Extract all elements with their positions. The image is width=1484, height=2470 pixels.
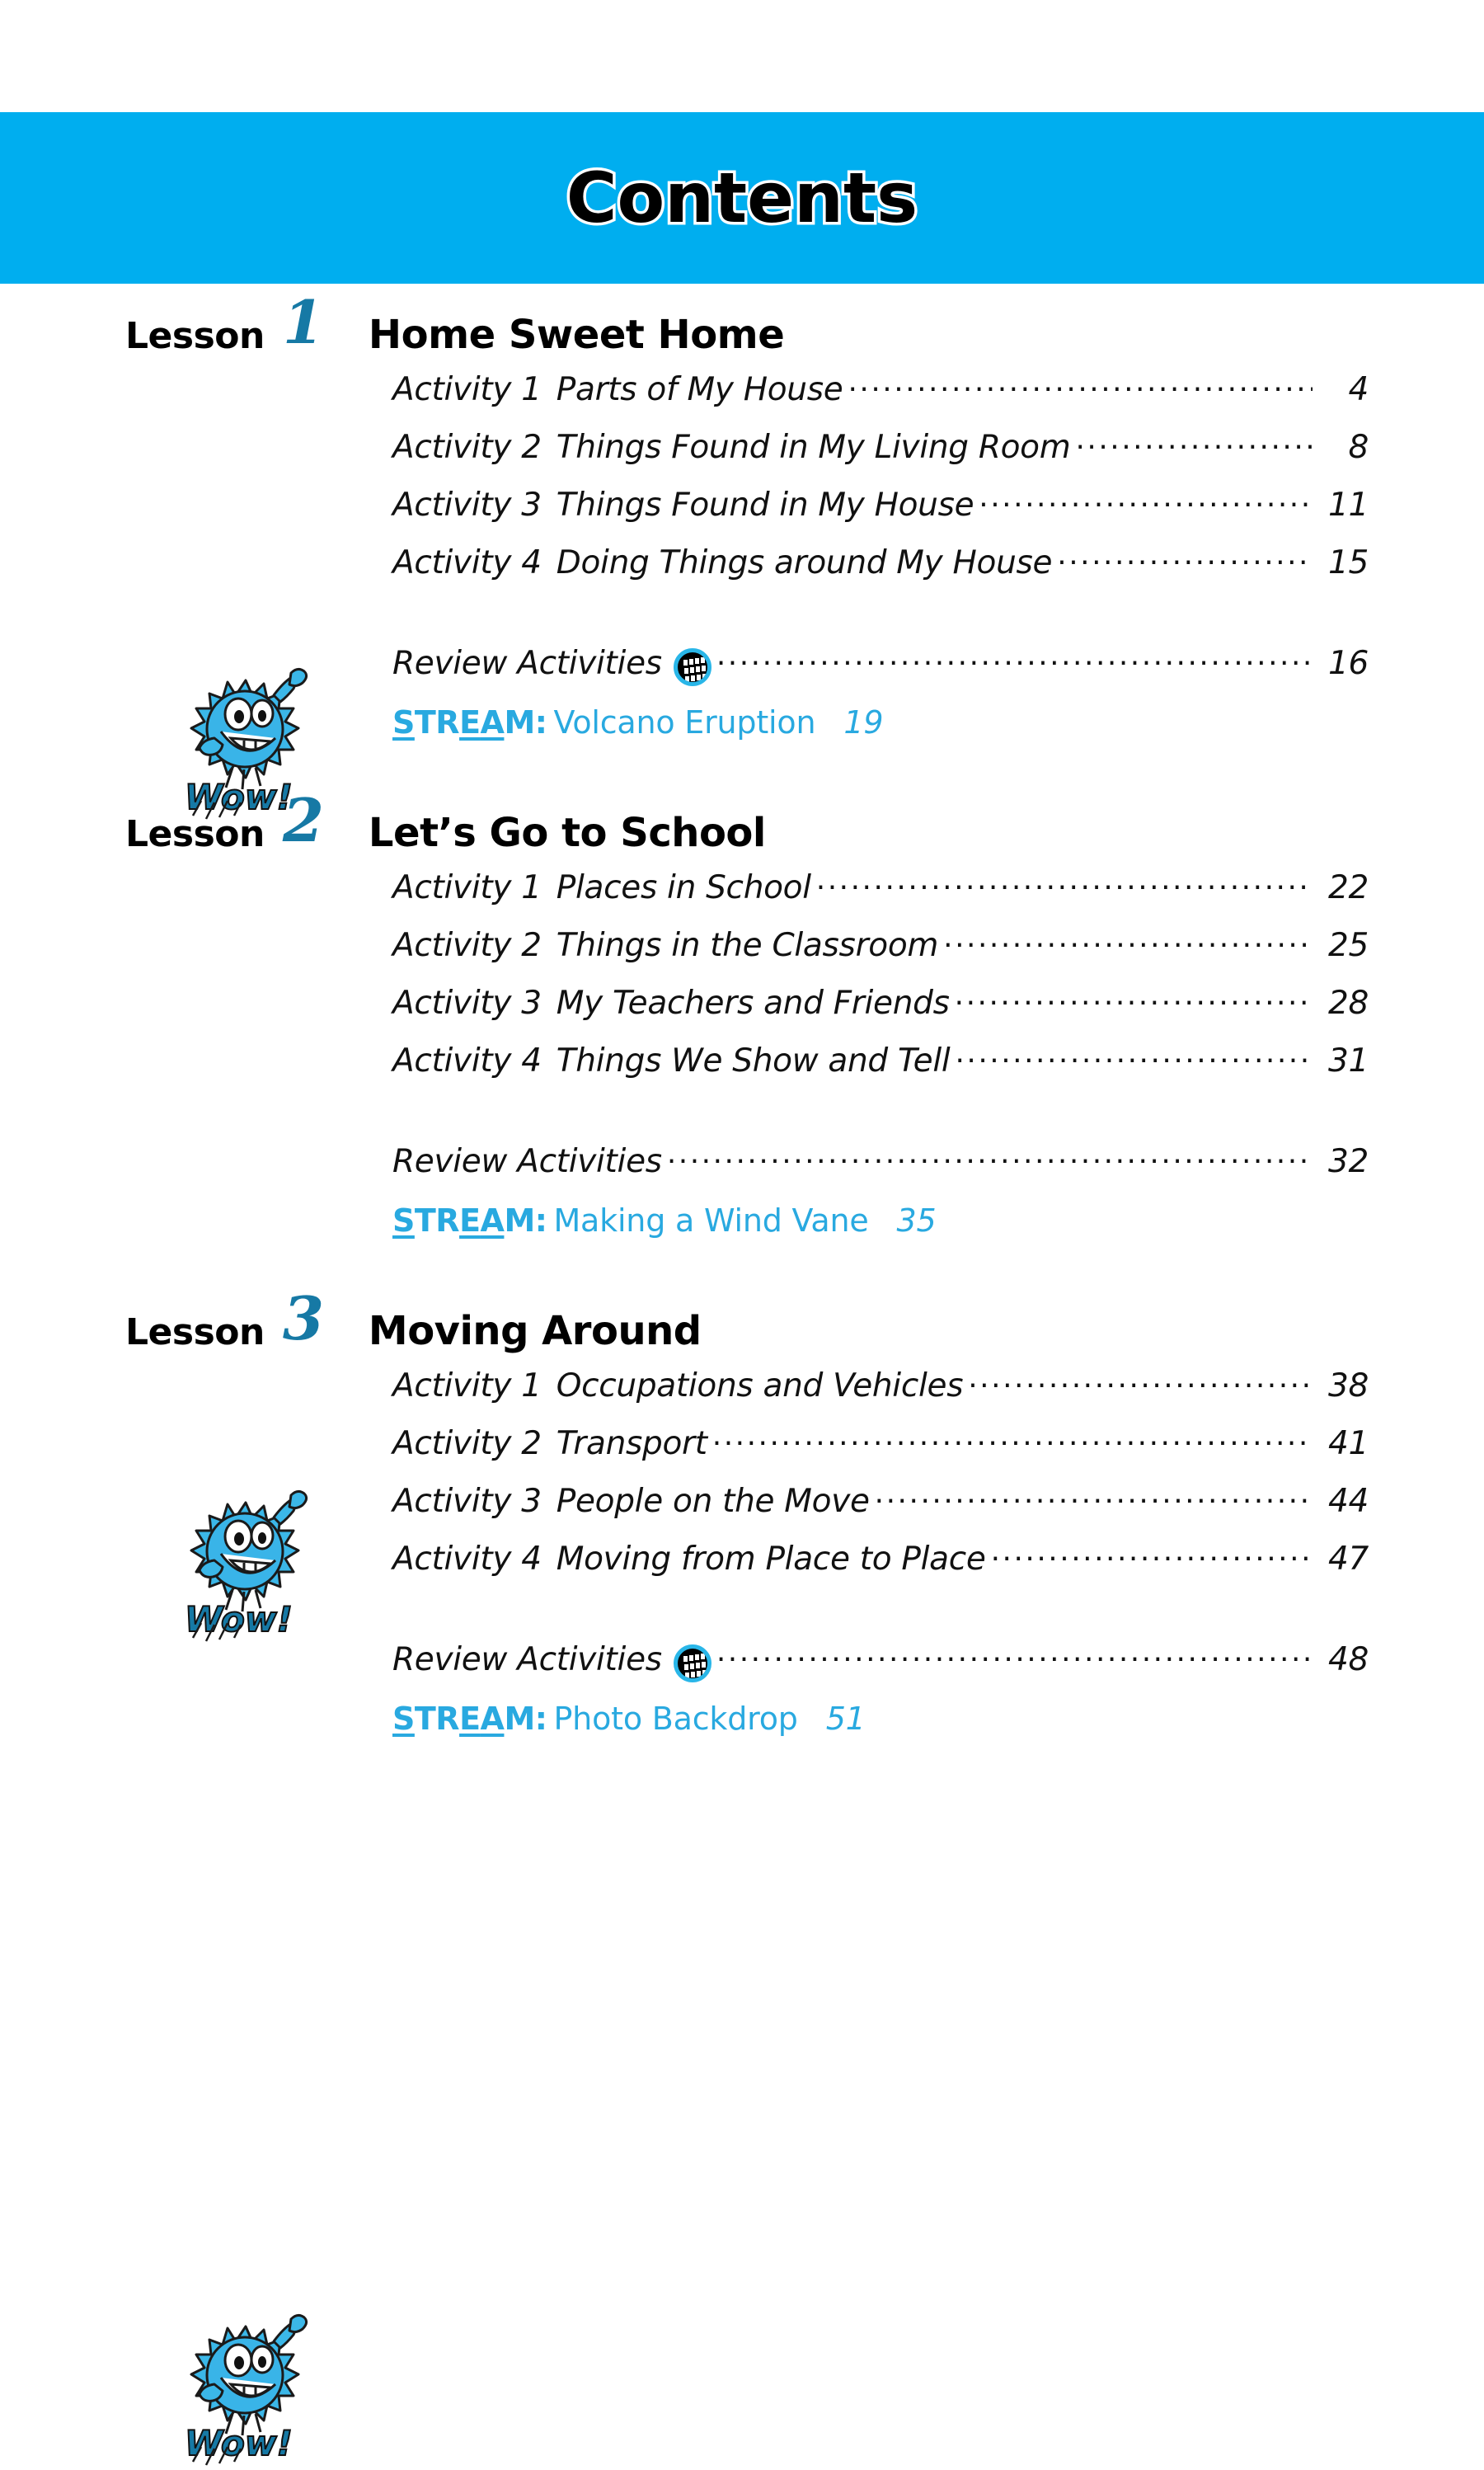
page-number: 38 xyxy=(1327,1367,1369,1404)
stream-row[interactable] xyxy=(0,1202,1484,1239)
svg-text:Wow!: Wow! xyxy=(185,1599,293,1640)
stream-prefix: STREAM: xyxy=(392,1202,547,1239)
review-activities-row[interactable] xyxy=(392,642,1369,699)
stream-row[interactable] xyxy=(0,1701,1484,1737)
page-number: 28 xyxy=(1327,985,1369,1022)
video-filmstrip-icon xyxy=(674,648,711,686)
lesson-heading-2 xyxy=(0,782,1484,856)
activity-name: Things Found in My Living Room xyxy=(556,429,1071,466)
toc-row[interactable] xyxy=(392,541,1369,599)
activity-label: Activity 4 xyxy=(392,1541,542,1578)
activity-name: Things Found in My House xyxy=(556,487,974,524)
activity-list-3 xyxy=(0,1364,1484,1696)
review-activities-label: Review Activities xyxy=(392,1143,662,1180)
activity-label: Activity 3 xyxy=(392,985,542,1022)
toc-row[interactable] xyxy=(392,924,1369,981)
page-number: 41 xyxy=(1327,1425,1369,1462)
activity-name: Parts of My House xyxy=(556,371,843,408)
dot-leader xyxy=(712,1422,1313,1454)
svg-text:Wow!: Wow! xyxy=(185,2423,293,2463)
review-activities-label: Review Activities xyxy=(392,645,662,682)
dot-leader xyxy=(943,924,1313,956)
dot-leader xyxy=(979,483,1313,515)
activity-label: Activity 3 xyxy=(392,1483,542,1520)
lesson-word-label: Lesson xyxy=(125,813,265,855)
stream-topic: Volcano Eruption xyxy=(553,704,816,741)
toc-row[interactable] xyxy=(392,1422,1369,1480)
activity-name: Things We Show and Tell xyxy=(556,1042,951,1080)
activity-name: Doing Things around My House xyxy=(556,544,1053,581)
activity-label: Activity 2 xyxy=(392,1425,542,1462)
page-number: 22 xyxy=(1327,869,1369,906)
lesson-word-label: Lesson xyxy=(125,1311,265,1353)
activity-name: Transport xyxy=(556,1425,707,1462)
lesson-title: Let’s Go to School xyxy=(368,810,766,856)
page-number: 31 xyxy=(1327,1042,1369,1080)
dot-leader xyxy=(816,866,1313,898)
page-number: 11 xyxy=(1327,487,1369,524)
toc-row[interactable] xyxy=(392,1039,1369,1097)
activity-label: Activity 4 xyxy=(392,1042,542,1080)
toc-row[interactable] xyxy=(392,866,1369,924)
page-number: 44 xyxy=(1327,1483,1369,1520)
stream-page-number: 35 xyxy=(896,1202,937,1239)
dot-leader xyxy=(1075,426,1313,458)
stream-topic: Photo Backdrop xyxy=(553,1701,798,1737)
review-activities-label-wrap xyxy=(392,645,711,683)
lesson-heading-1 xyxy=(0,284,1484,358)
stream-page-number: 19 xyxy=(843,704,884,741)
lesson-word-label: Lesson xyxy=(125,315,265,357)
activity-name: Moving from Place to Place xyxy=(556,1541,986,1578)
contents-body xyxy=(0,284,1484,2463)
activity-name: My Teachers and Friends xyxy=(556,985,950,1022)
activity-label: Activity 4 xyxy=(392,544,542,581)
dot-leader xyxy=(716,1638,1313,1670)
lesson-block-1 xyxy=(0,284,1484,817)
review-activities-label: Review Activities xyxy=(392,1641,662,1678)
wow-mascot-icon xyxy=(173,2305,322,2470)
toc-row[interactable] xyxy=(392,368,1369,426)
dot-leader xyxy=(955,981,1313,1014)
toc-row[interactable] xyxy=(392,426,1369,483)
page-number: 4 xyxy=(1348,371,1369,408)
toc-row[interactable] xyxy=(392,1364,1369,1422)
activity-label: Activity 1 xyxy=(392,869,542,906)
lesson-number: 3 xyxy=(282,1283,324,1354)
svg-text:Wow!: Wow! xyxy=(185,777,293,817)
review-activities-row[interactable] xyxy=(392,1140,1369,1197)
dot-leader xyxy=(955,1039,1313,1071)
stream-topic: Making a Wind Vane xyxy=(553,1202,869,1239)
dot-leader xyxy=(968,1364,1313,1396)
activity-name: Places in School xyxy=(556,869,811,906)
activity-list-2 xyxy=(0,866,1484,1197)
activity-label: Activity 1 xyxy=(392,1367,542,1404)
dot-leader xyxy=(991,1537,1313,1569)
contents-header-band xyxy=(0,112,1484,284)
video-filmstrip-icon xyxy=(674,1644,711,1682)
activity-label: Activity 1 xyxy=(392,371,542,408)
page-number: 48 xyxy=(1327,1641,1369,1678)
lesson-title: Moving Around xyxy=(368,1308,702,1354)
lesson-heading-3 xyxy=(0,1280,1484,1354)
dot-leader xyxy=(848,368,1313,400)
dot-leader xyxy=(716,642,1313,674)
toc-row[interactable] xyxy=(392,483,1369,541)
lesson-title: Home Sweet Home xyxy=(368,312,785,358)
toc-row[interactable] xyxy=(392,1480,1369,1537)
page-number: 32 xyxy=(1327,1143,1369,1180)
dot-leader xyxy=(1057,541,1313,573)
activity-name: People on the Move xyxy=(556,1483,870,1520)
review-activities-label-wrap xyxy=(392,1641,711,1679)
lesson-number: 1 xyxy=(282,287,324,358)
activity-name: Things in the Classroom xyxy=(556,927,939,964)
page-number: 25 xyxy=(1327,927,1369,964)
activity-label: Activity 2 xyxy=(392,927,542,964)
activity-label: Activity 2 xyxy=(392,429,542,466)
activity-list-1 xyxy=(0,368,1484,699)
toc-row[interactable] xyxy=(392,981,1369,1039)
stream-prefix: STREAM: xyxy=(392,704,547,741)
activity-name: Occupations and Vehicles xyxy=(556,1367,964,1404)
page-title: Contents xyxy=(566,158,918,238)
review-activities-row[interactable] xyxy=(392,1638,1369,1696)
lesson-number: 2 xyxy=(282,785,324,856)
lesson-block-3 xyxy=(0,1280,1484,2463)
page-number: 15 xyxy=(1327,544,1369,581)
page-number: 8 xyxy=(1348,429,1369,466)
page-number: 16 xyxy=(1327,645,1369,682)
page-number: 47 xyxy=(1327,1541,1369,1578)
toc-row[interactable] xyxy=(392,1537,1369,1595)
dot-leader xyxy=(875,1480,1313,1512)
activity-label: Activity 3 xyxy=(392,487,542,524)
dot-leader xyxy=(667,1140,1313,1172)
stream-prefix: STREAM: xyxy=(392,1701,547,1737)
stream-page-number: 51 xyxy=(825,1701,866,1737)
